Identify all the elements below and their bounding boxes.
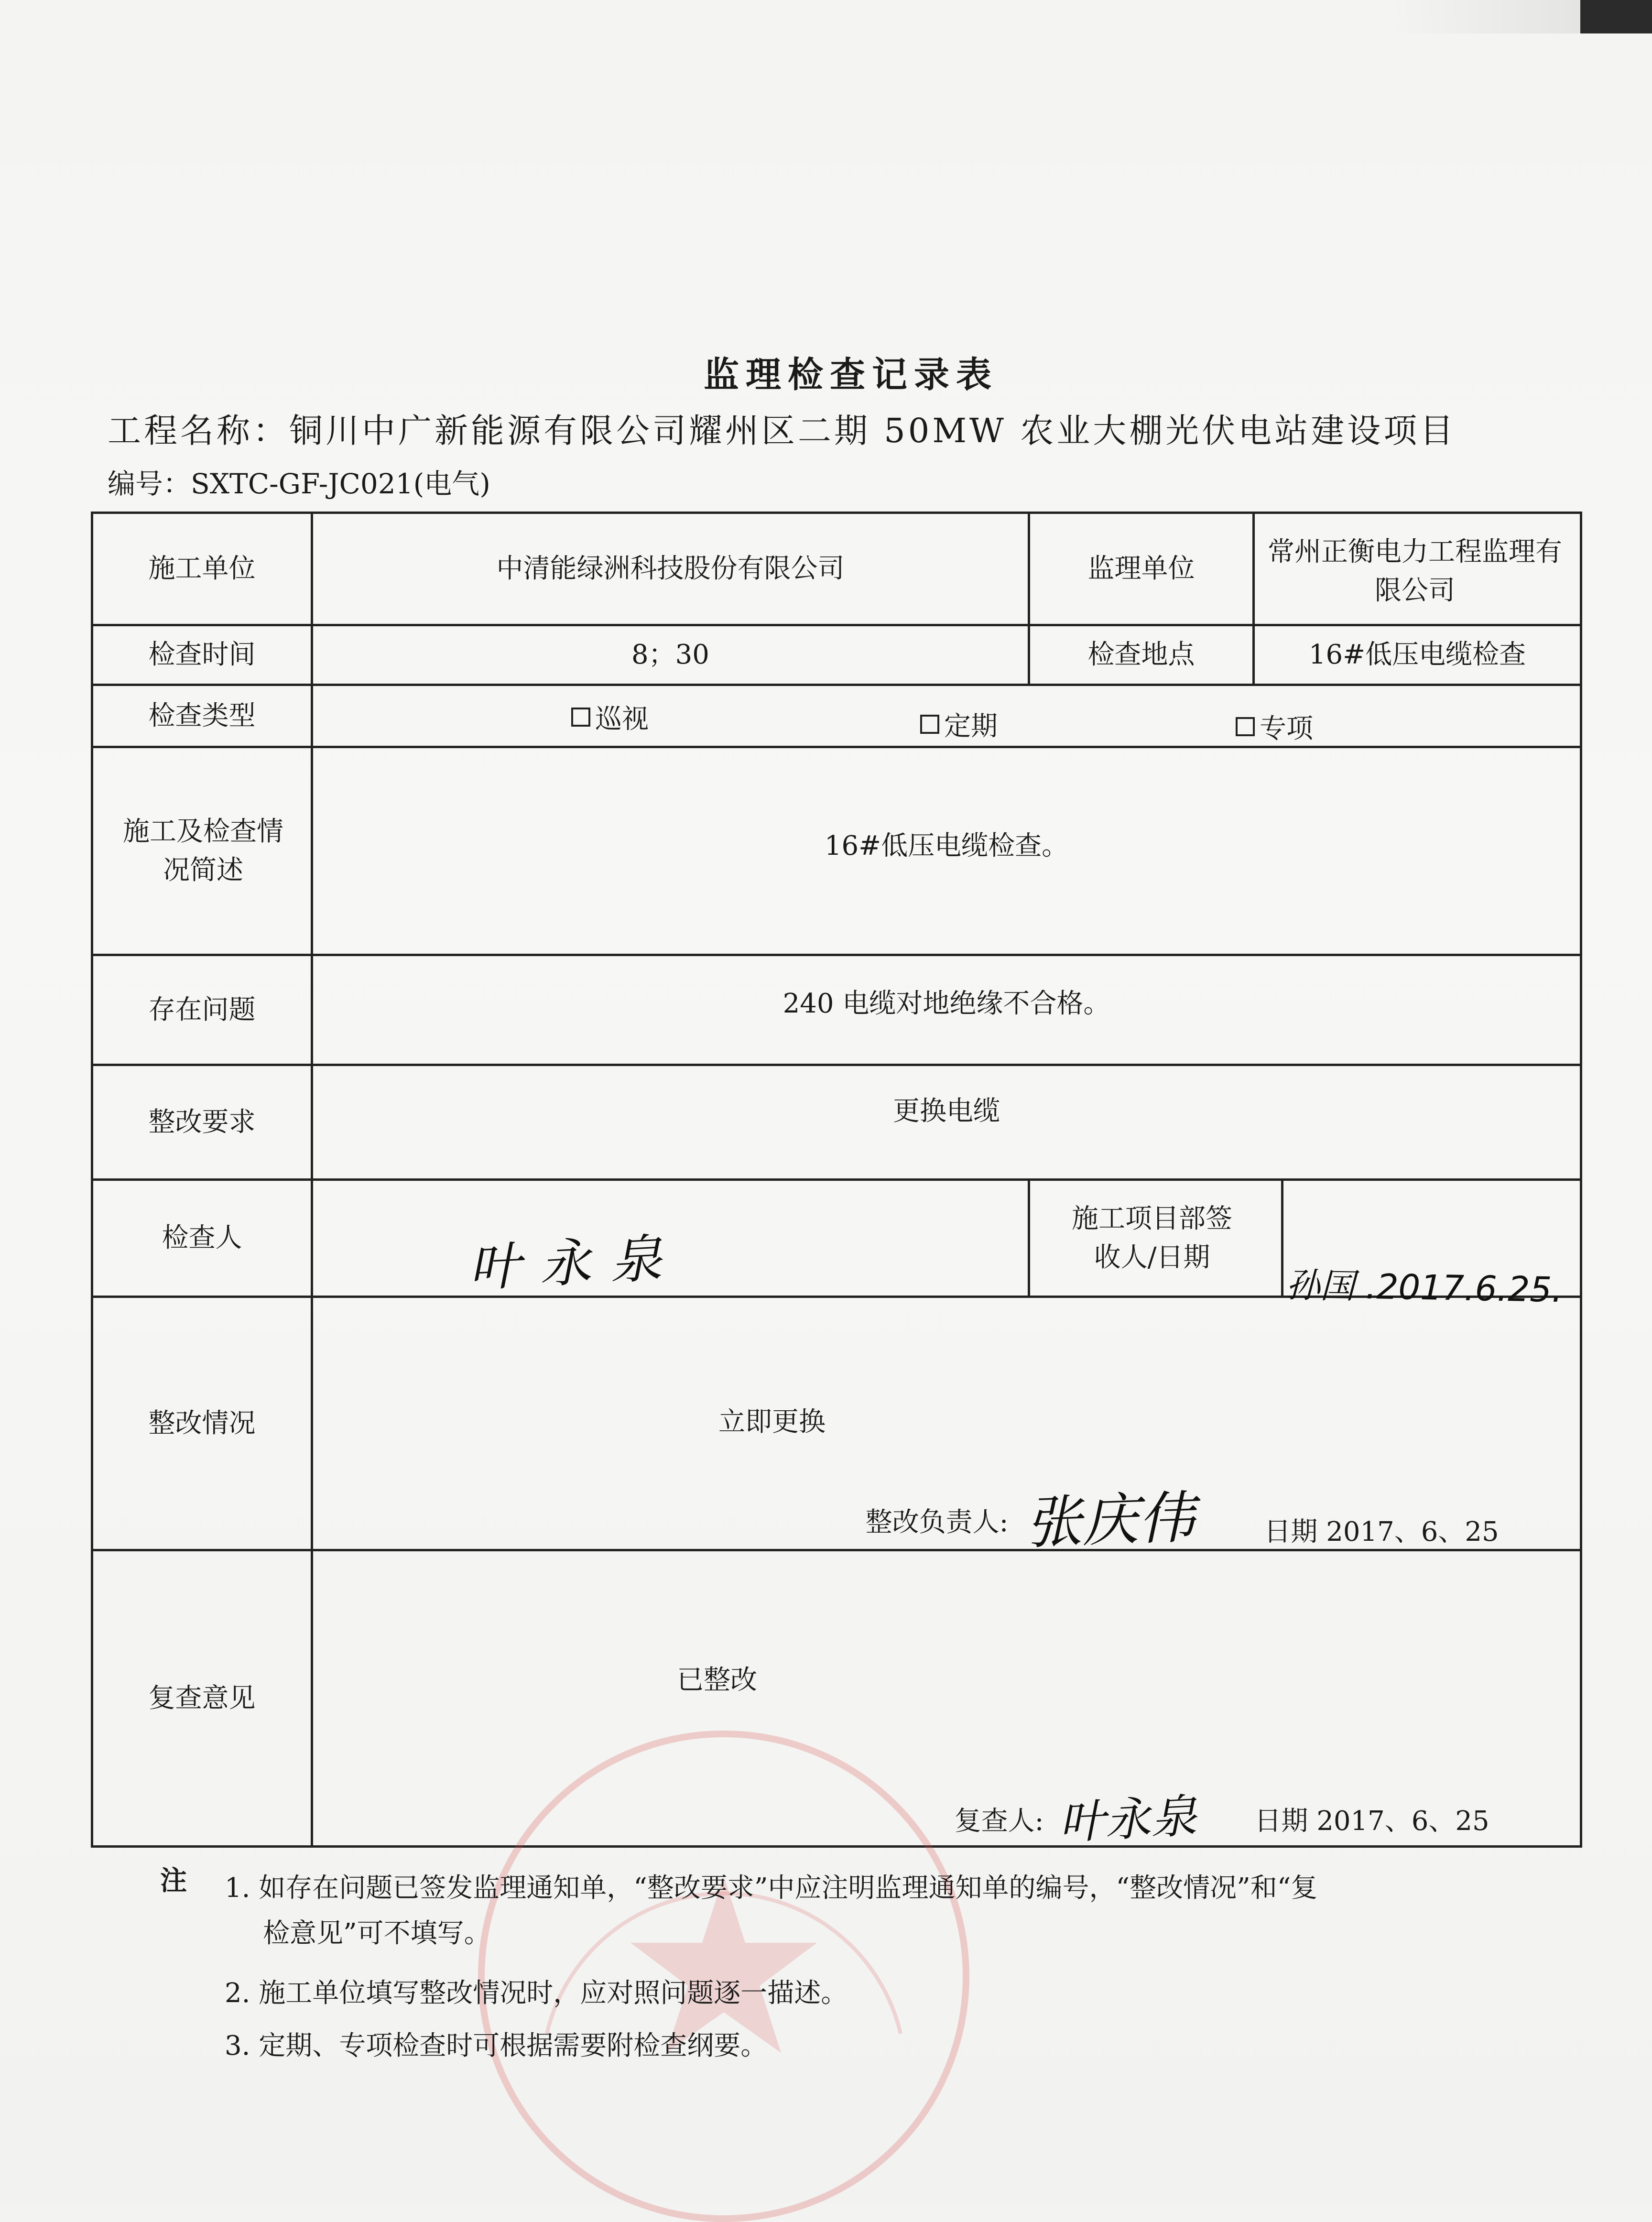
construction-unit-label: 施工单位 — [148, 553, 256, 585]
review-date: 日期 2017、6、25 — [1254, 1806, 1489, 1837]
note-item-3: 3. 定期、专项检查时可根据需要附检查纲要。 — [225, 2030, 768, 2061]
rectify-requirement-value: 更换电缆 — [893, 1096, 1000, 1127]
rectify-status-label: 整改情况 — [148, 1407, 256, 1439]
col-line — [1580, 512, 1582, 1845]
col-line — [1028, 1178, 1030, 1296]
type-patrol-label: 巡视 — [595, 704, 649, 735]
construction-unit-value: 中清能绿洲科技股份有限公司 — [496, 553, 845, 585]
rectify-owner-signature: 张庆伟 — [1024, 1484, 1196, 1557]
type-patrol-checkbox[interactable] — [571, 696, 649, 739]
summary-value: 16#低压电缆检查。 — [824, 830, 1069, 862]
rectify-status-value: 立即更换 — [718, 1406, 826, 1438]
inspection-time-value: 8；30 — [631, 639, 709, 671]
col-line — [311, 512, 313, 1845]
row-line — [91, 746, 1582, 748]
document-number: 编号：SXTC-GF-JC021(电气) — [108, 468, 490, 500]
notes-prefix: 注 — [160, 1865, 187, 1896]
checkbox-icon — [920, 715, 939, 734]
reviewer-signature: 叶永泉 — [1057, 1789, 1198, 1850]
note-item-1: 1. 如存在问题已签发监理通知单，“整改要求”中应注明监理通知单的编号，“整改情况”和“复 — [225, 1873, 1318, 1904]
rectify-owner-label: 整改负责人: — [865, 1507, 1009, 1538]
dept-receipt-label: 施工项目部签收人/日期 — [1072, 1203, 1232, 1273]
inspection-type-label: 检查类型 — [148, 700, 256, 731]
row-line — [91, 1178, 1582, 1181]
rectify-date: 日期 2017、6、25 — [1264, 1516, 1499, 1548]
note-item-1-continued: 检意见”可不填写。 — [263, 1918, 491, 1949]
col-line — [1281, 1178, 1283, 1296]
type-periodic-label: 定期 — [944, 711, 998, 742]
form-title: 监理检查记录表 — [704, 354, 998, 395]
problem-label: 存在问题 — [148, 994, 256, 1025]
dept-receipt-signature: 孙国 .2017.6.25. — [1285, 1264, 1563, 1310]
row-line — [91, 684, 1582, 686]
checkbox-icon — [1236, 717, 1255, 736]
project-name: 工程名称：铜川中广新能源有限公司耀州区二期 50MW 农业大棚光伏电站建设项目 — [108, 411, 1456, 450]
type-periodic-checkbox[interactable] — [920, 703, 998, 746]
supervision-unit-label: 监理单位 — [1087, 553, 1195, 585]
type-special-checkbox[interactable] — [1236, 705, 1313, 748]
inspection-place-label: 检查地点 — [1087, 639, 1195, 671]
review-value: 已整改 — [677, 1665, 757, 1696]
reviewer-label: 复查人: — [954, 1806, 1044, 1837]
problem-value: 240 电缆对地绝缘不合格。 — [783, 988, 1110, 1020]
inspection-time-label: 检查时间 — [148, 639, 256, 671]
type-special-label: 专项 — [1260, 713, 1313, 744]
inspection-place-value: 16#低压电缆检查 — [1308, 639, 1526, 671]
summary-label: 施工及检查情况简述 — [123, 816, 283, 886]
rectify-requirement-label: 整改要求 — [148, 1106, 256, 1138]
row-line — [91, 1064, 1582, 1066]
note-item-2: 2. 施工单位填写整改情况时，应对照问题逐一描述。 — [225, 1978, 848, 2009]
supervision-unit-value: 常州正衡电力工程监理有限公司 — [1268, 536, 1562, 606]
inspector-label: 检查人 — [162, 1222, 242, 1254]
row-line — [91, 954, 1582, 956]
review-label: 复查意见 — [148, 1682, 256, 1714]
inspector-signature: 叶永泉 — [467, 1228, 683, 1299]
checkbox-icon — [571, 708, 590, 727]
